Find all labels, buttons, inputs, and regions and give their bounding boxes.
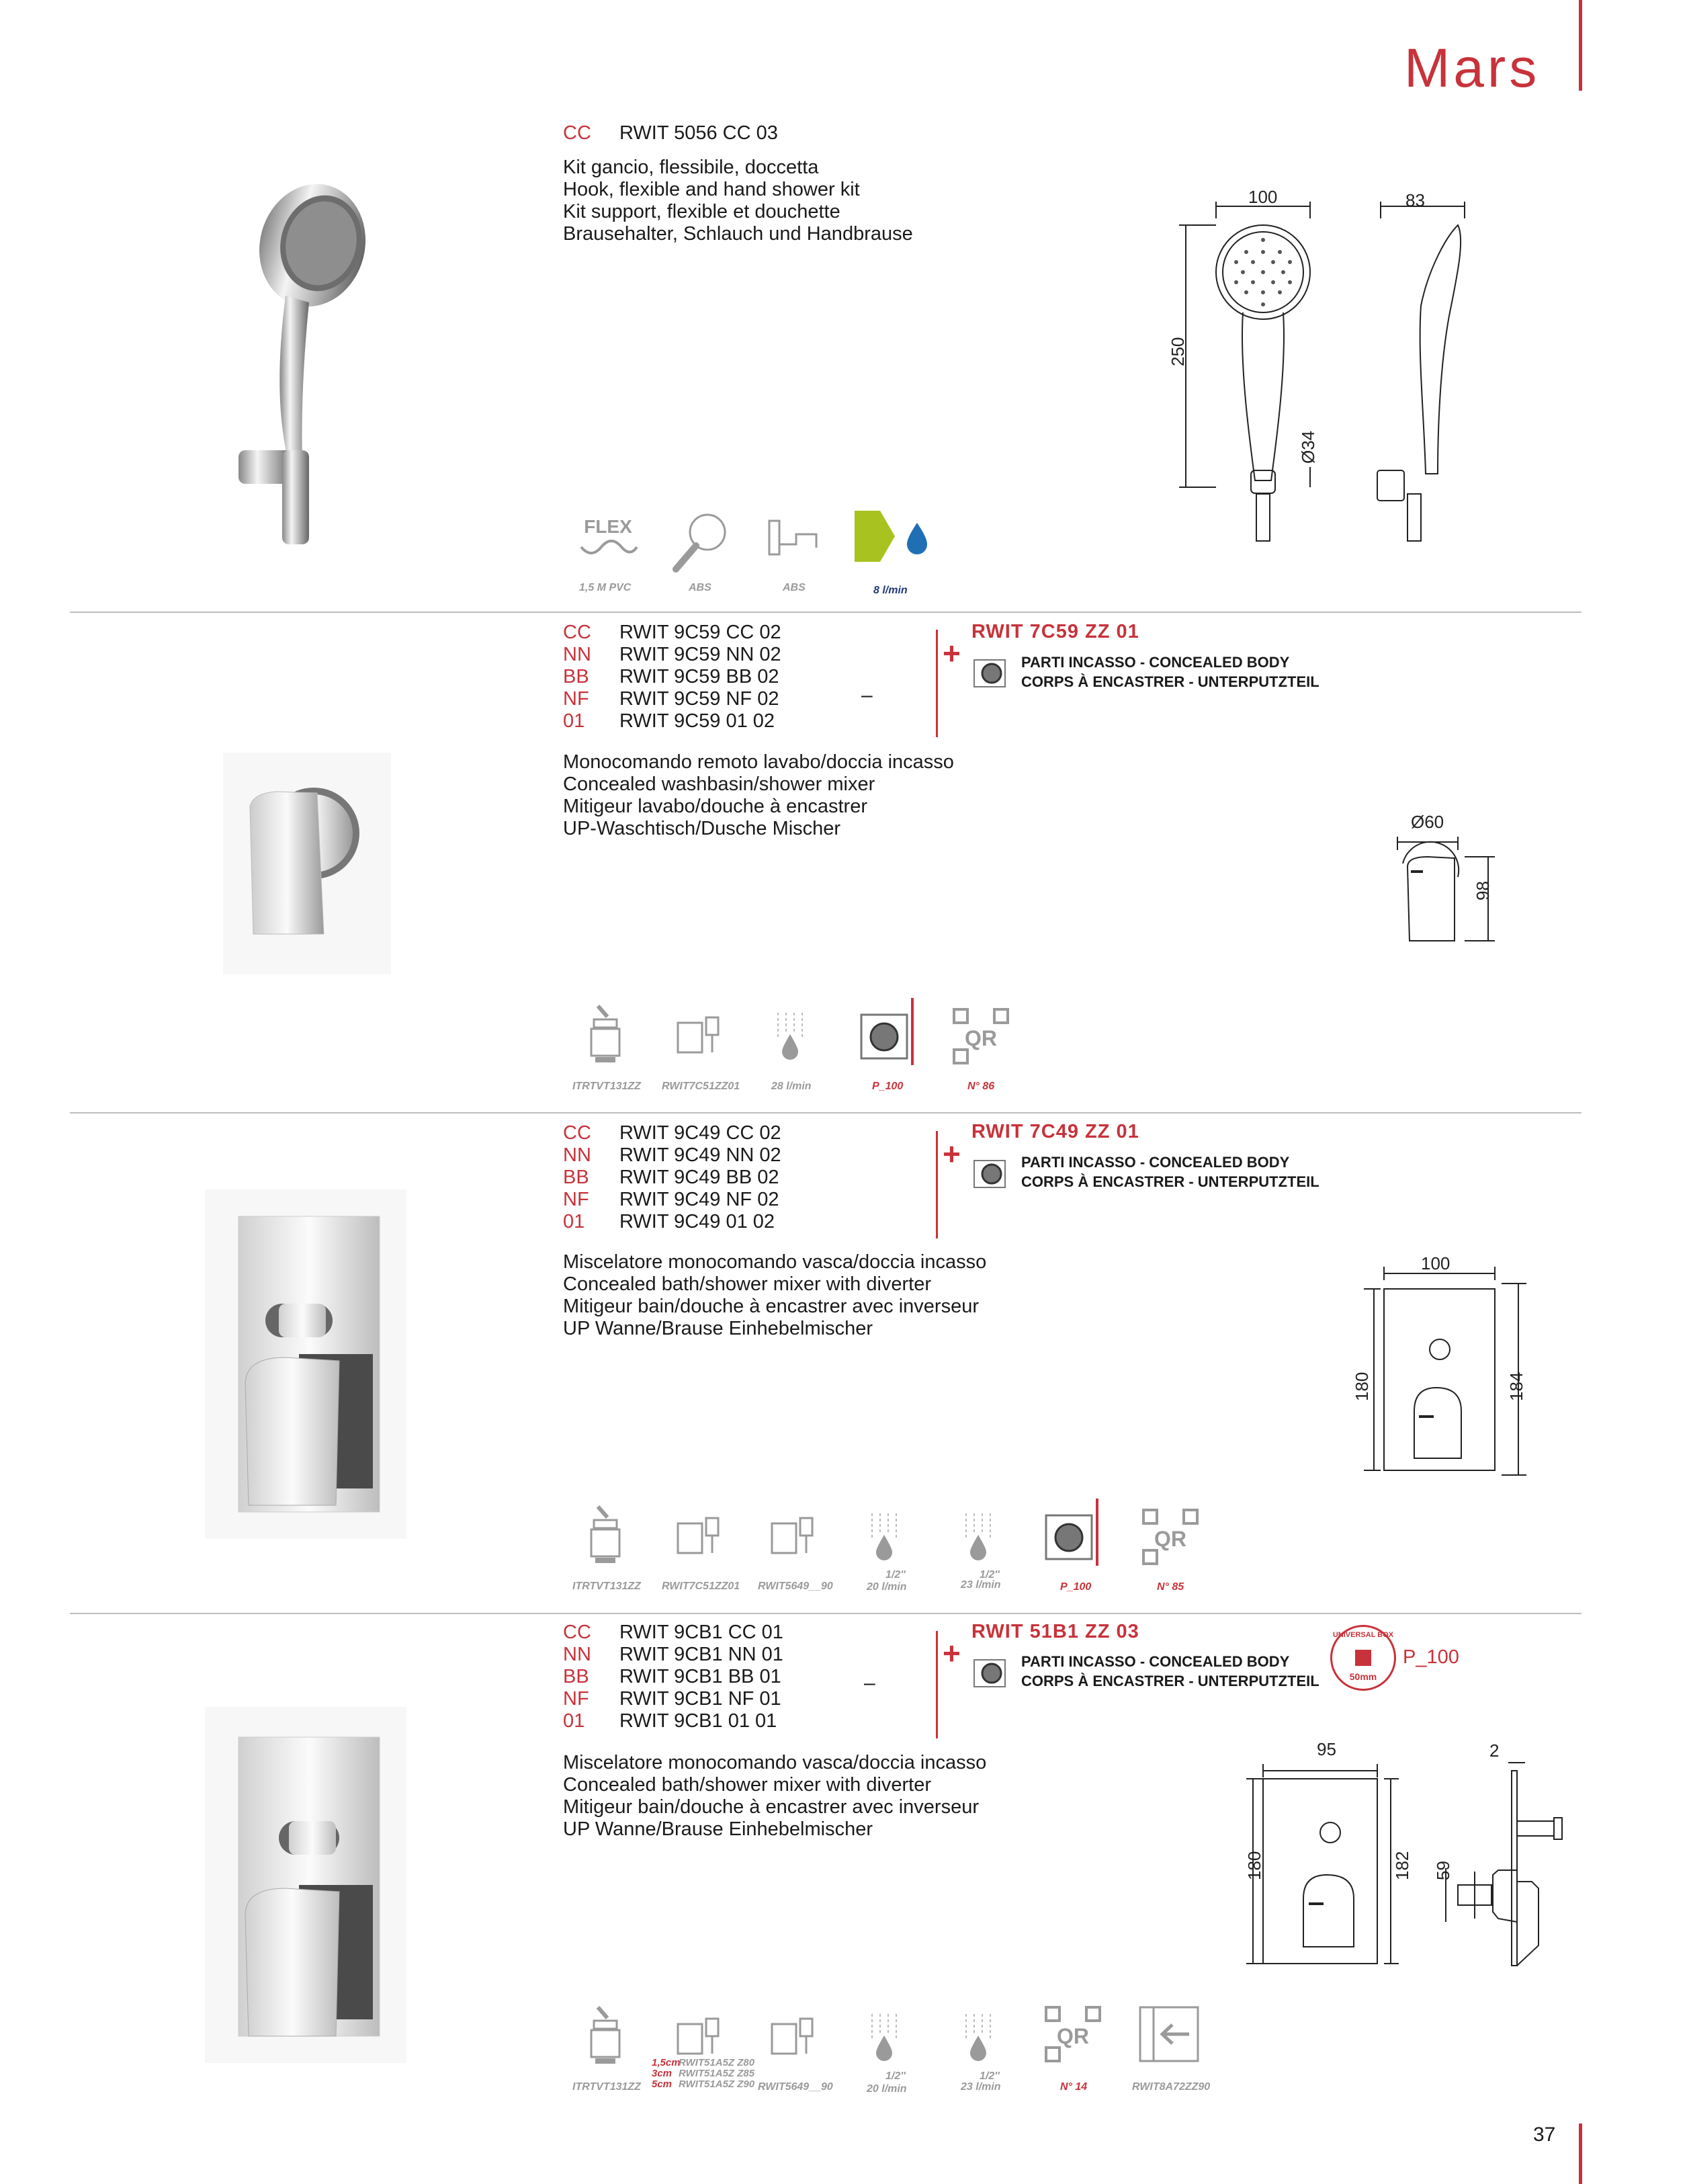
finish-code: CC (563, 1122, 591, 1144)
product-description-2 (563, 751, 954, 840)
article-code: RWIT 9CB1 BB 01 (619, 1666, 781, 1687)
concealed-line: CORPS À ENCASTRER - UNTERPUTZTEIL (1021, 1673, 1319, 1689)
article-code: RWIT 9C49 CC 02 (619, 1122, 781, 1144)
concealed-body-label (1021, 1152, 1319, 1191)
description-line: Concealed bath/shower mixer with diverter (563, 1273, 932, 1295)
finish-code: 01 (563, 1710, 585, 1732)
concealed-body-label (1021, 1652, 1319, 1691)
article-code: RWIT 9C59 NF 02 (619, 688, 779, 710)
finishing-kit-icon (1139, 2006, 1199, 2062)
product-description-4 (563, 1752, 986, 1841)
page-number: 37 (1533, 2124, 1556, 2146)
hand-shower-drawing (1176, 198, 1485, 548)
dim-width: 100 (1248, 187, 1278, 207)
feature-caption-top: 1/2'' (885, 1569, 906, 1581)
section-accent-bar (936, 630, 938, 737)
product-codes-1 (563, 122, 778, 144)
concealed-code: RWIT 7C49 ZZ 01 (971, 1121, 1139, 1142)
concealed-body-icon (973, 1658, 1006, 1688)
flex-label: FLEX (584, 516, 632, 537)
concealed-line: PARTI INCASSO - CONCEALED BODY (1021, 1653, 1290, 1670)
extension-size: 1,5cm (652, 2057, 681, 2068)
flow-drop-icon (961, 2013, 994, 2063)
install-plate-icon (1045, 1499, 1105, 1566)
article-code: RWIT 9C49 NF 02 (619, 1189, 779, 1210)
plus-icon: + (943, 636, 961, 671)
extension-code: RWIT51A5Z Z80 (679, 2057, 755, 2068)
diverter-extension-icon (769, 2016, 816, 2056)
feature-caption: ITRTVT131ZZ (572, 1581, 641, 1592)
description-line: Concealed bath/shower mixer with diverter (563, 1774, 932, 1796)
article-code: RWIT 9CB1 01 01 (619, 1710, 777, 1732)
finish-code: 01 (563, 1211, 585, 1232)
concealed-body-icon (973, 1159, 1006, 1189)
description-line: Miscelatore monocomando vasca/doccia incasso (563, 1251, 987, 1273)
concealed-line: PARTI INCASSO - CONCEALED BODY (1021, 1154, 1290, 1171)
finish-code: 01 (563, 710, 585, 732)
feature-caption: ITRTVT131ZZ (572, 1081, 641, 1092)
article-code: RWIT 9C49 01 02 (619, 1211, 775, 1232)
article-code: RWIT 9C49 NN 02 (619, 1144, 781, 1166)
extension-icon (675, 1015, 722, 1055)
finish-code: NF (563, 688, 589, 710)
flow-rate-icon (853, 509, 934, 563)
dash-mark: – (864, 1672, 875, 1694)
feature-caption: RWIT7C51ZZ01 (662, 1081, 740, 1092)
article-code: RWIT 9C59 CC 02 (619, 622, 781, 643)
dash-mark: – (861, 684, 873, 706)
feature-caption: RWIT5649__90 (758, 2081, 833, 2093)
description-line: UP Wanne/Brause Einhebelmischer (563, 1818, 873, 1840)
article-code: RWIT 9CB1 NF 01 (619, 1688, 781, 1710)
qr-code-icon (1045, 2006, 1101, 2062)
universal-box-label: UNIVERSAL BOX (1332, 1631, 1394, 1639)
feature-caption-top: 1/2'' (885, 2070, 906, 2082)
feature-caption: P_100 (872, 1081, 904, 1092)
product-description-3 (563, 1251, 986, 1340)
product-codes-4 (563, 1622, 783, 1732)
plus-icon: + (943, 1636, 961, 1671)
finish-code: CC (563, 622, 591, 643)
description-line: Kit support, flexible et douchette (563, 201, 840, 222)
feature-caption: RWIT5649__90 (758, 1581, 833, 1592)
cartridge-icon (586, 1505, 626, 1566)
qr-code-icon (1142, 1509, 1199, 1565)
product-codes-2 (563, 622, 781, 732)
footer-accent-bar (1579, 2124, 1582, 2184)
finish-code: NN (563, 1644, 591, 1665)
article-code: RWIT 9CB1 NN 01 (619, 1644, 783, 1665)
description-line: Concealed washbasin/shower mixer (563, 773, 875, 795)
finish-code: BB (563, 666, 589, 687)
feature-caption: ABS (783, 582, 806, 593)
feature-caption: 20 l/min (867, 1581, 907, 1593)
extension-code: RWIT51A5Z Z85 (679, 2068, 755, 2079)
feature-caption: 28 l/min (771, 1081, 812, 1092)
universal-box-badge (1330, 1625, 1396, 1691)
description-line: Mitigeur lavabo/douche à encastrer (563, 796, 867, 817)
section-accent-bar (936, 1131, 938, 1238)
bath-mixer-photo (205, 1189, 406, 1539)
brand-title: Mars (1404, 38, 1541, 99)
extension-list (652, 2058, 754, 2090)
diverter-extension-icon (769, 1515, 816, 1556)
section-divider (70, 1613, 1582, 1614)
concealed-body-icon (973, 659, 1006, 688)
feature-caption: 8 l/min (873, 585, 908, 596)
description-line: Kit gancio, flessibile, doccetta (563, 157, 819, 178)
svg-text:QR: QR (1057, 2024, 1089, 2048)
feature-caption-top: 1/2'' (980, 1569, 1000, 1581)
install-plate-icon (860, 998, 920, 1065)
feature-caption: 20 l/min (867, 2083, 907, 2095)
concealed-body-label (1021, 653, 1319, 691)
feature-caption-top: 1/2'' (980, 2070, 1000, 2082)
flow-drop-icon (773, 1011, 806, 1062)
extension-size: 5cm (652, 2078, 673, 2090)
cartridge-icon (586, 1005, 626, 1065)
description-line: Mitigeur bain/douche à encastrer avec inverseur (563, 1296, 979, 1317)
finish-code: NF (563, 1189, 589, 1210)
article-code: RWIT 9CB1 CC 01 (619, 1622, 783, 1643)
dim-diameter: Ø60 (1411, 812, 1444, 832)
dim-height: 98 (1473, 881, 1493, 900)
feature-caption: RWIT8A72ZZ90 (1132, 2081, 1211, 2093)
feature-caption: ITRTVT131ZZ (572, 2081, 641, 2093)
flow-drop-icon (867, 2013, 900, 2063)
feature-caption: 1,5 M PVC (579, 582, 632, 593)
universal-box-plate: P_100 (1403, 1646, 1459, 1668)
flex-hose-icon (578, 516, 638, 563)
feature-caption: P_100 (1060, 1581, 1092, 1593)
article-code: RWIT 9C59 01 02 (619, 710, 775, 732)
dim-depth: 83 (1405, 190, 1425, 210)
extension-size: 3cm (652, 2068, 673, 2079)
extension-icon (675, 1515, 722, 1556)
dim-height-total: 184 (1506, 1372, 1526, 1401)
hand-shower-icon (670, 512, 731, 573)
dim-depth: 59 (1433, 1861, 1453, 1880)
concealed-line: PARTI INCASSO - CONCEALED BODY (1021, 654, 1290, 671)
bath-mixer-drawing (1350, 1257, 1539, 1485)
universal-box-icon (1355, 1650, 1371, 1666)
concealed-line: CORPS À ENCASTRER - UNTERPUTZTEIL (1021, 673, 1319, 690)
dim-height: 180 (1352, 1372, 1372, 1401)
dim-height: 250 (1168, 337, 1188, 366)
finish-code: BB (563, 1666, 589, 1687)
feature-caption: N° 86 (967, 1081, 995, 1092)
description-line: UP Wanne/Brause Einhebelmischer (563, 1318, 873, 1339)
finish-code: NN (563, 644, 591, 665)
description-line: UP-Waschtisch/Dusche Mischer (563, 818, 841, 839)
feature-caption: 23 l/min (961, 2081, 1001, 2093)
article-code: RWIT 9C59 BB 02 (619, 666, 779, 687)
description-line: Monocomando remoto lavabo/doccia incasso (563, 751, 954, 773)
finish-code: CC (563, 1622, 591, 1643)
feature-caption: N° 14 (1060, 2081, 1088, 2093)
product-description-1 (563, 157, 913, 245)
section-divider (70, 1112, 1582, 1114)
flow-drop-icon (961, 1512, 994, 1562)
concealed-code: RWIT 51B1 ZZ 03 (971, 1621, 1139, 1642)
feature-caption: RWIT7C51ZZ01 (662, 1581, 740, 1592)
extension-icon (675, 2016, 722, 2056)
feature-caption: N° 85 (1157, 1581, 1184, 1593)
shower-holder-icon (766, 517, 820, 558)
feature-caption: ABS (689, 582, 711, 593)
dim-height-total: 182 (1392, 1851, 1412, 1880)
svg-text:QR: QR (965, 1026, 997, 1050)
feature-caption: 23 l/min (961, 1579, 1001, 1591)
universal-box-sub: 50mm (1349, 1671, 1377, 1682)
hand-shower-photo (222, 181, 383, 558)
finish-code: CC (563, 122, 591, 144)
dim-plate: 2 (1489, 1740, 1500, 1761)
flow-drop-icon (867, 1512, 900, 1562)
washbasin-mixer-photo (223, 753, 391, 974)
svg-text:QR: QR (1154, 1527, 1186, 1551)
concealed-line: CORPS À ENCASTRER - UNTERPUTZTEIL (1021, 1173, 1319, 1190)
section-accent-bar (936, 1631, 938, 1738)
article-code: RWIT 9C59 NN 02 (619, 644, 781, 665)
cartridge-icon (586, 2006, 626, 2066)
finish-code: BB (563, 1167, 589, 1188)
header-accent-bar (1579, 0, 1582, 91)
dim-width: 95 (1317, 1739, 1336, 1759)
bath-mixer-universal-photo (205, 1707, 406, 2063)
plus-icon: + (943, 1136, 961, 1171)
description-line: Brausehalter, Schlauch und Handbrause (563, 223, 913, 245)
qr-code-icon (953, 1008, 1009, 1064)
section-divider (70, 612, 1582, 613)
description-line: Mitigeur bain/douche à encastrer avec inverseur (563, 1796, 979, 1818)
concealed-code: RWIT 7C59 ZZ 01 (971, 621, 1139, 642)
dim-height: 180 (1244, 1851, 1264, 1880)
description-line: Hook, flexible and hand shower kit (563, 179, 860, 200)
dim-diameter: Ø34 (1298, 430, 1318, 464)
product-codes-3 (563, 1122, 781, 1233)
description-line: Miscelatore monocomando vasca/doccia incasso (563, 1752, 987, 1773)
finish-code: NF (563, 1688, 589, 1710)
article-code: RWIT 9C49 BB 02 (619, 1167, 779, 1188)
article-code: RWIT 5056 CC 03 (619, 122, 778, 144)
finish-code: NN (563, 1144, 591, 1166)
extension-code: RWIT51A5Z Z90 (679, 2078, 755, 2090)
dim-width: 100 (1421, 1253, 1450, 1273)
